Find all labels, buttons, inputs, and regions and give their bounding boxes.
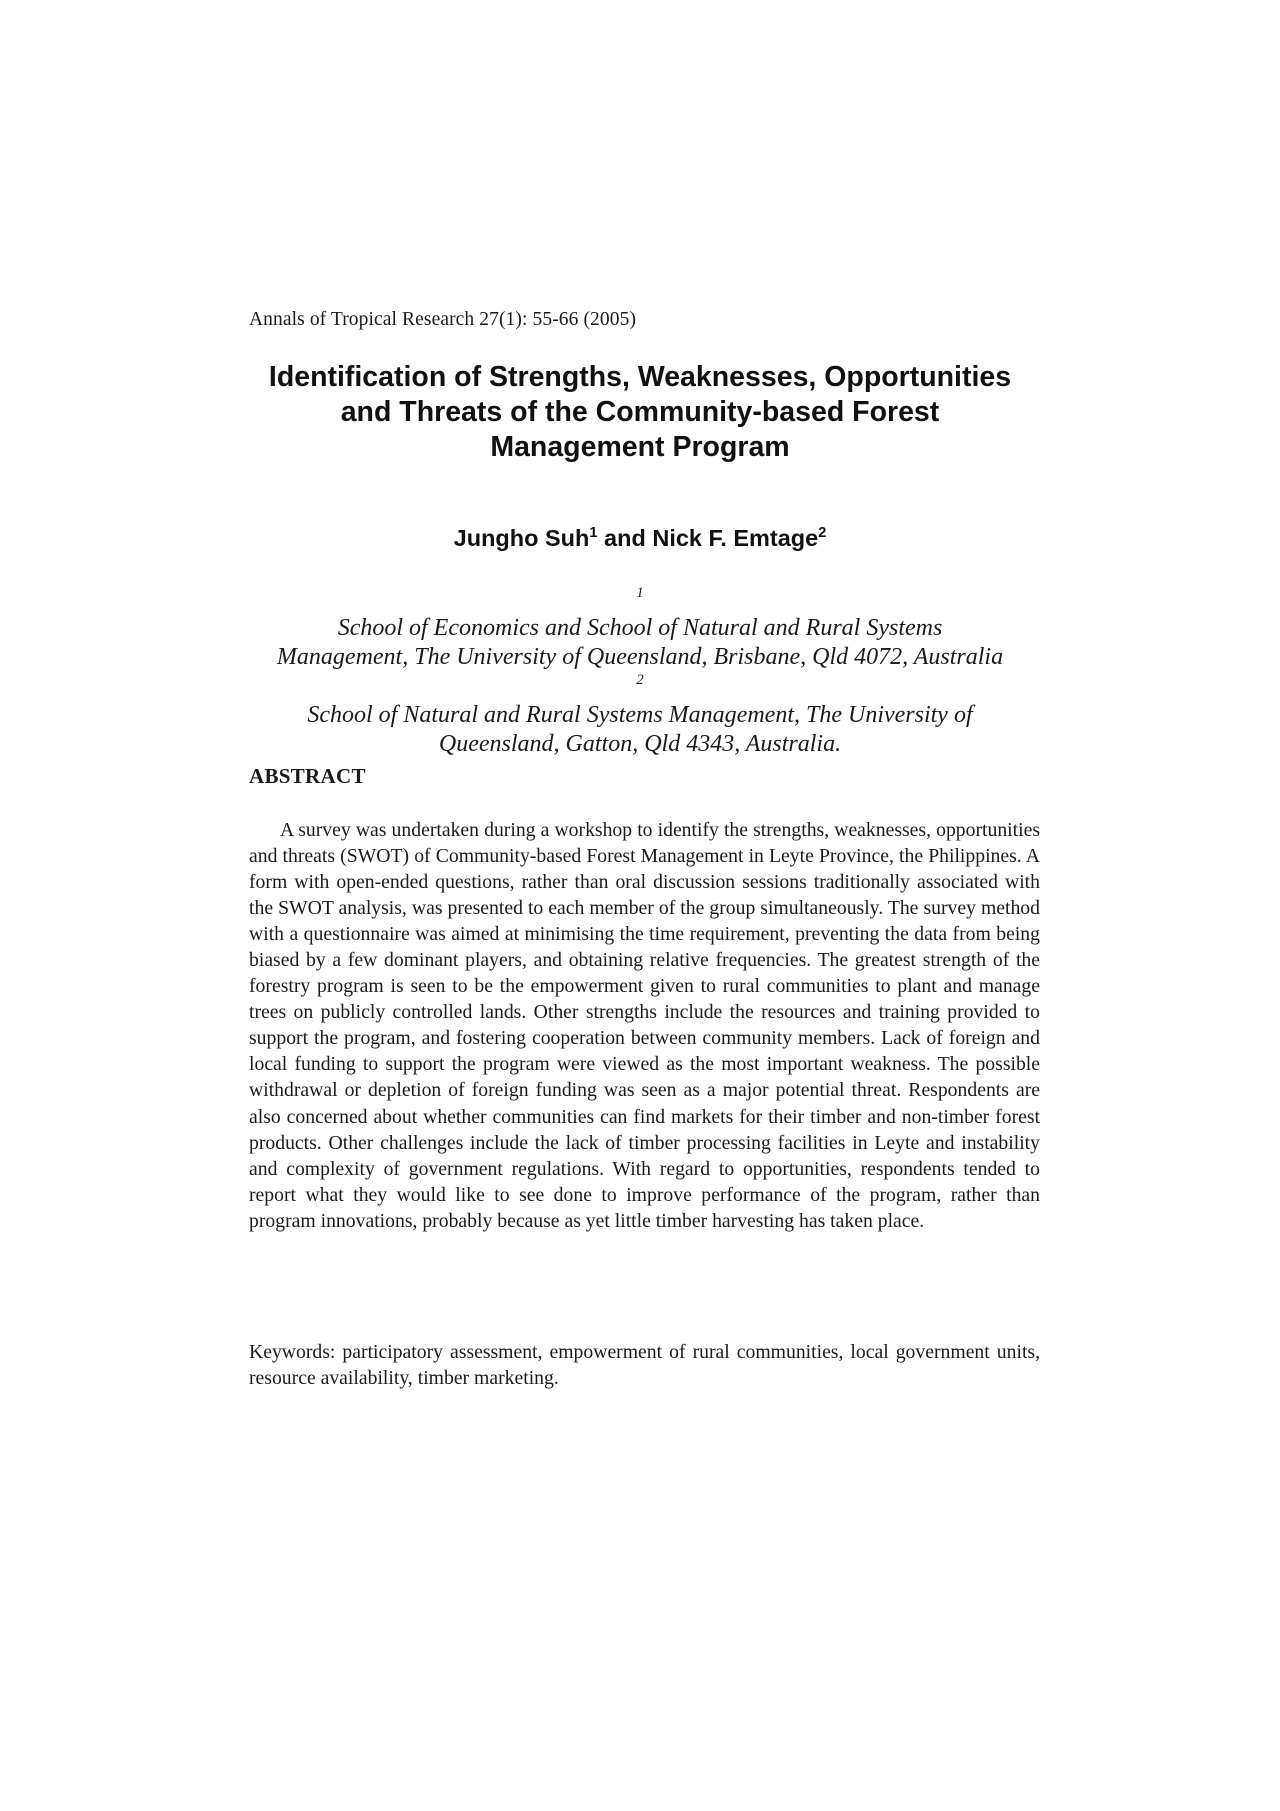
affiliation-line: Management, The University of Queensland, Brisbane, Qld 4072, Australia: [276, 644, 1004, 670]
affiliation-line: [230, 672, 1050, 730]
affiliation-line: Queensland, Gatton, Qld 4343, Australia.: [438, 731, 842, 757]
journal-citation: Annals of Tropical Research 27(1): 55-66 (2005): [249, 309, 637, 330]
affiliation-text: School of Economics and School of Natural and Rural Systems: [337, 615, 943, 641]
author-separator: and: [597, 525, 653, 551]
affiliation-mark: 2: [636, 672, 644, 688]
paper-title-line: Management Program: [490, 431, 790, 463]
paper-title-line: and Threats of the Community-based Forest: [340, 396, 940, 428]
paper-title-line: Identification of Strengths, Weaknesses, Opportunities: [268, 361, 1012, 393]
author-name: Nick F. Emtage: [652, 525, 819, 551]
affiliations-block: [230, 585, 1050, 759]
author-name: Jungho Suh: [453, 525, 590, 551]
author-list: [230, 525, 1050, 552]
abstract-heading: ABSTRACT: [249, 764, 366, 788]
keywords-paragraph: Keywords: participatory assessment, empowerment of rural communities, local government units, resource availability, timber marketing.: [249, 1341, 1040, 1389]
affiliation-mark: 2: [818, 525, 827, 542]
affiliation-text: School of Natural and Rural Systems Management, The University of: [307, 702, 973, 728]
affiliation-mark: 1: [636, 585, 644, 601]
affiliation-mark: 1: [589, 525, 598, 542]
paper-title: [230, 360, 1050, 465]
abstract-paragraph: A survey was undertaken during a workshop to identify the strengths, weaknesses, opportunities and threats (SWOT) of Community-based Forest Management in Leyte Province, the Philippines. A form with open-ended questions, rather than oral discussion sessions traditionally associated with the SWOT analysis, was presented to each member of the group simultaneously. The survey method with a questionnaire was aimed at minimising the time requirement, preventing the data from being biased by a few dominant players, and obtaining relative frequencies. The greatest strength of the forestry program is seen to be the empowerment given to rural communities to plant and manage trees on publicly controlled lands. Other strengths include the resources and training provided to support the program, and fostering cooperation between community members. Lack of foreign and local funding to support the program were viewed as the most important weakness. The possible withdrawal or depletion of foreign funding was seen as a major potential threat. Respondents are also concerned about whether communities can find markets for their timber and non-timber forest products. Other challenges include the lack of timber processing facilities in Leyte and instability and complexity of government regulations. With regard to opportunities, respondents tended to report what they would like to see done to improve performance of the program, rather than program innovations, probably because as yet little timber harvesting has taken place.: [249, 819, 1040, 1232]
affiliation-line: [230, 585, 1050, 643]
